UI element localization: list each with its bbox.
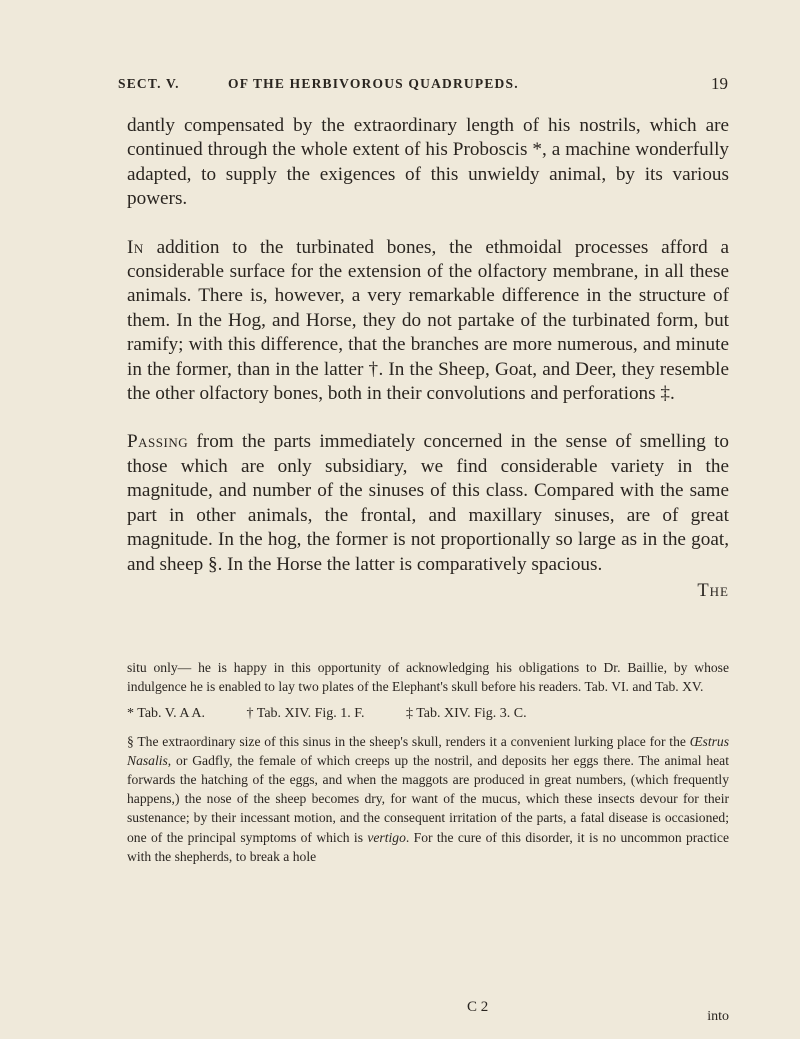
footnote-references: [127, 704, 729, 723]
paragraph-lead: In: [127, 236, 144, 258]
main-text: [127, 114, 729, 603]
footnote-ref: † Tab. XIV. Fig. 1. F.: [246, 706, 365, 722]
footnote-text: § The extraordinary size of this sinus in the sheep's skull, renders it a convenient lurking place for the: [127, 733, 690, 749]
footnote-continuation: situ only— he is happy in this opportunity of acknowledging his obligations to Dr. Baillie, by whose indulgence he is enabled to lay two plates of the Elephant's skull before his readers. Tab. VI. and Tab. XV.: [127, 660, 729, 695]
signature-mark: C 2: [467, 999, 489, 1015]
footnote-italic: vertigo: [367, 829, 406, 845]
paragraph-text: addition to the turbinated bones, the ethmoidal processes afford a considerable surface for the extension of the olfactory membrane, in all these animals. There is, however, a very remarkable difference in the structure of them. In the Hog, and Horse, they do not partake of the turbinated form, but ramify; with this difference, that the branches are more numerous, and minute in the former, than in the latter †. In the Sheep, Goat, and Deer, they resemble the other olfactory bones, both in their convolutions and perforations ‡.: [127, 236, 729, 405]
section-label: SECT. V.: [118, 76, 180, 91]
footer-catchword: into: [707, 1009, 729, 1024]
catchword: The: [697, 580, 729, 601]
running-title: OF THE HERBIVOROUS QUADRUPEDS.: [228, 76, 519, 91]
paragraph-lead: Passing: [127, 431, 189, 453]
page-footer: [127, 999, 729, 1031]
footnote-italic: Œstrus Nasalis: [127, 733, 729, 768]
paragraph-text: dantly compensated by the extraordinary length of his nostrils, which are continued through the whole extent of his Proboscis *, a machine wonderfully adapted, to supply the exigences of this unwieldy animal, by its various powers.: [127, 115, 729, 210]
paragraph-text: from the parts immediately concerned in the sense of smelling to those which are only subsidiary, we find considerable variety in the magnitude, and number of the sinuses of this class. Compared with the same part in other animals, the frontal, and maxillary sinuses, are of great magnitude. In the hog, the former is not proportionally so large as in the goat, and sheep §. In the Horse the latter is comparatively spacious.: [127, 431, 729, 575]
footnote-ref: ‡ Tab. XIV. Fig. 3. C.: [405, 706, 527, 722]
footnotes: [127, 658, 729, 866]
paragraph: [127, 430, 729, 576]
footnote-text: . For the cure of this disorder, it is no uncommon practice with the shepherds, to break a hole: [127, 829, 729, 864]
footnote-section: [127, 732, 729, 866]
footnote-ref: * Tab. V. A A.: [127, 706, 205, 722]
paragraph: [127, 236, 729, 407]
footnote-text: , or Gadfly, the female of which creeps up the nostril, and deposits her eggs there. The animal heat forwards the hatching of the eggs, and when the maggots are produced in great numbers, (which frequently happens,) the nose of the sheep becomes dry, for want of the mucus, which these insects devour for their sustenance; by their incessant motion, and the consequent irritation of the parts, a fatal disease is occasioned; one of the principal symptoms of which is: [127, 752, 729, 845]
page-number: 19: [711, 74, 728, 93]
paragraph: [127, 114, 729, 212]
